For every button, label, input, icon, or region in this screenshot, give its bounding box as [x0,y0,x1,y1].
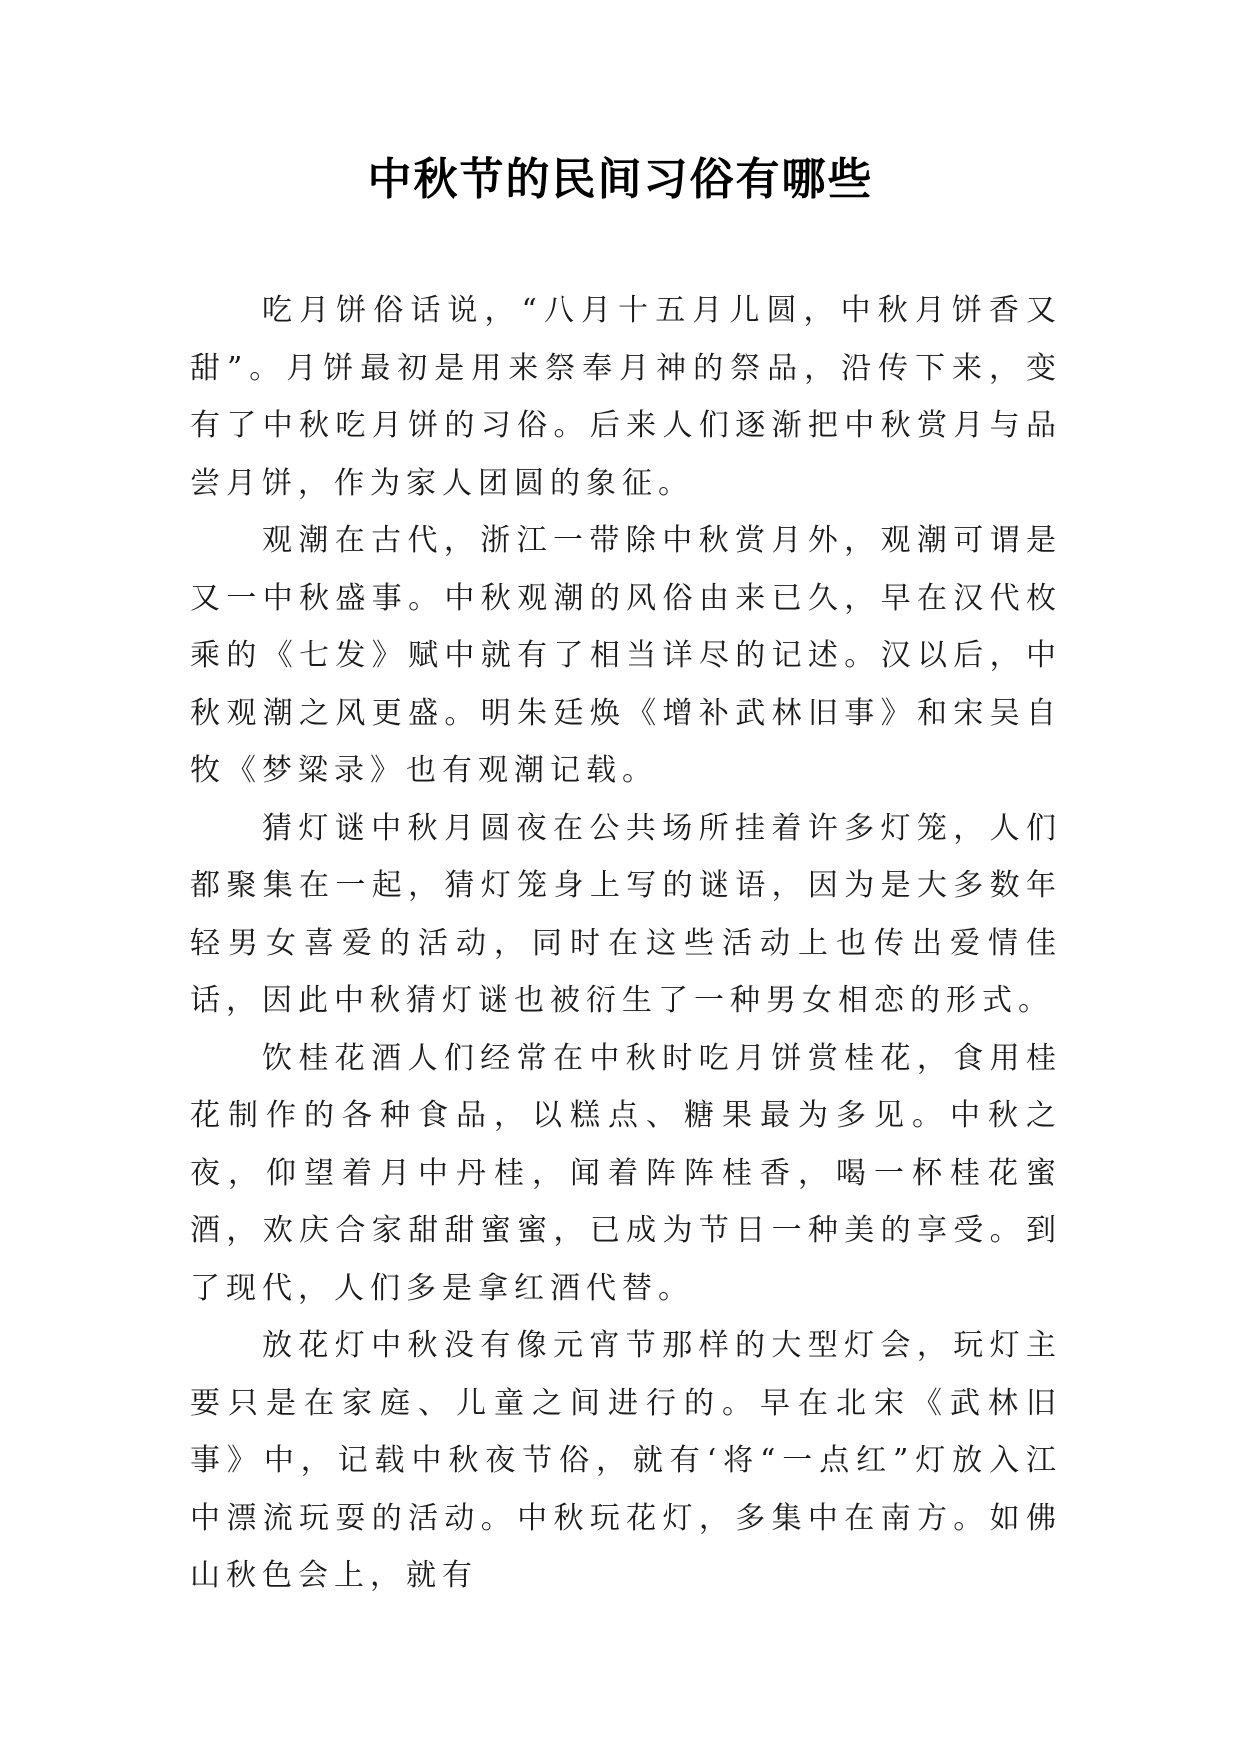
document-title: 中秋节的民间习俗有哪些 [367,154,874,205]
document-body [190,282,1062,1605]
paragraph-flower-lanterns: 放花灯中秋没有像元宵节那样的大型灯会，玩灯主要只是在家庭、儿童之间进行的。早在北宋《武林旧事》中，记载中秋夜节俗，就有‘将“一点红”灯放入江中漂流玩耍的活动。中秋玩花灯，多集中在南方。如佛山秋色会上，就有 [190,1328,1062,1593]
paragraph-tide-watching: 观潮在古代，浙江一带除中秋赏月外，观潮可谓是又一中秋盛事。中秋观潮的风俗由来已久，早在汉代枚乘的《七发》赋中就有了相当详尽的记述。汉以后，中秋观潮之风更盛。明朱廷焕《增补武林旧事》和宋吴自牧《梦粱录》也有观潮记载。 [190,523,1062,788]
paragraph-osmanthus-wine: 饮桂花酒人们经常在中秋时吃月饼赏桂花，食用桂花制作的各种食品，以糕点、糖果最为多见。中秋之夜，仰望着月中丹桂，闻着阵阵桂香，喝一杯桂花蜜酒，欢庆合家甜甜蜜蜜，已成为节日一种美的享受。到了现代，人们多是拿红酒代替。 [190,1040,1062,1306]
paragraph-lantern-riddles: 猜灯谜中秋月圆夜在公共场所挂着许多灯笼，人们都聚集在一起，猜灯笼身上写的谜语，因为是大多数年轻男女喜爱的活动，同时在这些活动上也传出爱情佳话，因此中秋猜灯谜也被衍生了一种男女相恋的形式。 [190,810,1062,1018]
paragraph-mooncake: 吃月饼俗话说，“八月十五月儿圆，中秋月饼香又甜”。月饼最初是用来祭奉月神的祭品，沿传下来，变有了中秋吃月饼的习俗。后来人们逐渐把中秋赏月与品尝月饼，作为家人团圆的象征。 [190,293,1062,501]
